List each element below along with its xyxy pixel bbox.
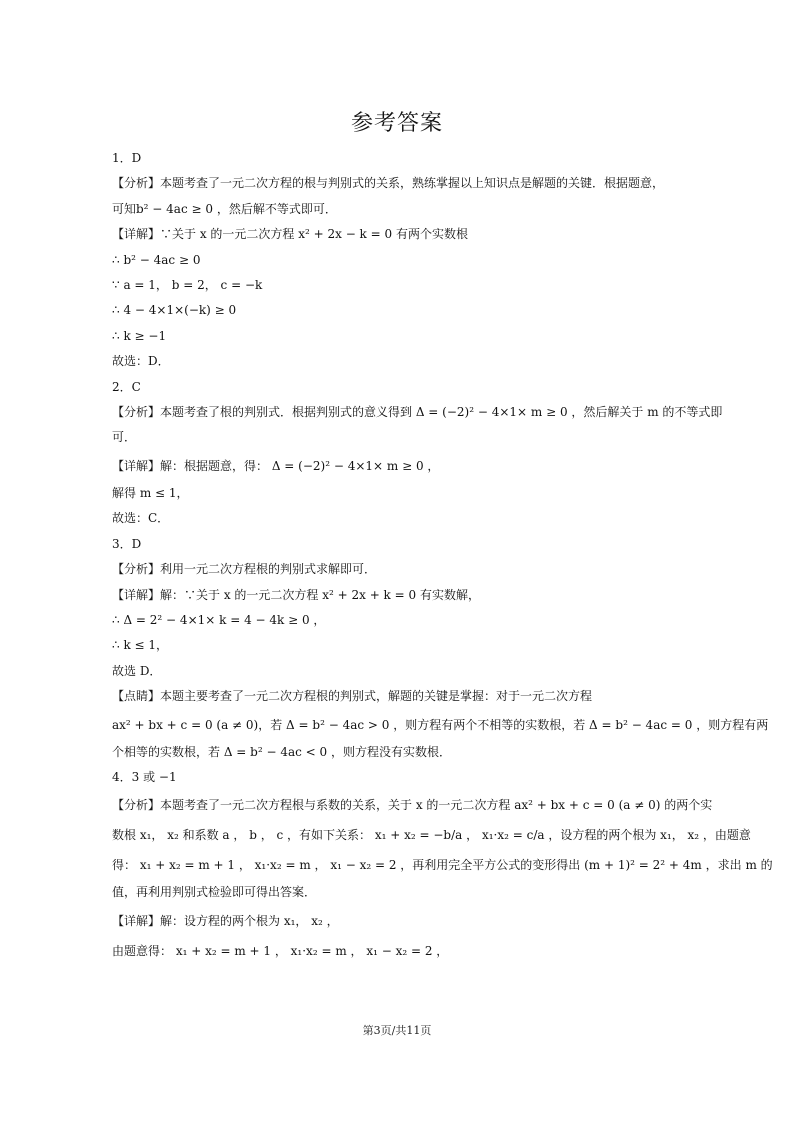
page-title: 参考答案: [350, 111, 443, 136]
text-line: ∵ a = 1， b = 2， c = −k: [112, 278, 263, 293]
text-line: 【详解】解：设方程的两个根为 x₁， x₂ ，: [112, 913, 339, 928]
text-line: 【分析】利用一元二次方程根的判别式求解即可．: [112, 562, 377, 577]
text-line: 【详解】解：∵关于 x 的一元二次方程 x² + 2x + k = 0 有实数解，: [112, 587, 480, 602]
text-line: 【分析】本题考查了一元二次方程的根与判别式的关系，熟练掌握以上知识点是解题的关键．根据题意，: [112, 176, 665, 191]
text-line: 【详解】解：根据题意，得： Δ = (−2)² − 4×1× m ≥ 0 ，: [112, 458, 440, 473]
text-line: 解得 m ≤ 1，: [112, 485, 189, 500]
text-line: ∴ k ≥ −1: [112, 328, 167, 343]
answer-content: [112, 146, 773, 966]
text-line: 故选：C．: [112, 511, 170, 526]
text-line: 可．: [112, 430, 137, 445]
text-line: 值，再利用判别式检验即可得出答案．: [112, 885, 317, 900]
text-line: 个相等的实数根，若 Δ = b² − 4ac < 0 ，则方程没有实数根．: [112, 744, 451, 759]
text-line: ∴ Δ = 2² − 4×1× k = 4 − 4k ≥ 0 ，: [112, 612, 326, 627]
text-line: 【详解】∵关于 x 的一元二次方程 x² + 2x − k = 0 有两个实数根: [112, 227, 468, 242]
text-line: 3．D: [112, 536, 142, 551]
text-line: 【点睛】本题主要考查了一元二次方程根的判别式，解题的关键是掌握：对于一元二次方程: [112, 689, 593, 704]
text-line: 数根 x₁， x₂ 和系数 a ， b ， c ，有如下关系： x₁ + x₂ = −b/a ， x₁·x₂ = c/a ，设方程的两个根为 x₁， x₂ ，由题意: [112, 828, 751, 843]
text-line: 得： x₁ + x₂ = m + 1 ， x₁·x₂ = m ， x₁ − x₂ = 2 ，再利用完全平方公式的变形得出 (m + 1)² = 2² + 4m ，求出 m 的: [112, 858, 773, 873]
text-line: 【分析】本题考查了一元二次方程根与系数的关系，关于 x 的一元二次方程 ax² + bx + c = 0 (a ≠ 0) 的两个实: [112, 798, 713, 813]
text-line: ∴ k ≤ 1，: [112, 638, 169, 653]
text-line: ∴ 4 − 4×1×(−k) ≥ 0: [112, 303, 237, 318]
text-line: 故选：D．: [112, 354, 170, 369]
text-line: 由题意得： x₁ + x₂ = m + 1 ， x₁·x₂ = m ， x₁ − x₂ = 2 ，: [112, 943, 449, 958]
text-line: ax² + bx + c = 0 (a ≠ 0)，若 Δ = b² − 4ac > 0 ，则方程有两个不相等的实数根，若 Δ = b² − 4ac = 0 ，则方程有两: [112, 717, 769, 732]
text-line: 1．D: [112, 151, 142, 165]
page-footer: 第3页/共11页: [362, 1024, 432, 1037]
text-line: 4．3 或 −1: [112, 769, 177, 784]
text-line: 故选 D．: [112, 663, 162, 678]
text-line: 【分析】本题考查了根的判别式．根据判别式的意义得到 Δ = (−2)² − 4×1× m ≥ 0 ，然后解关于 m 的不等式即: [112, 405, 723, 420]
text-line: 可知b² − 4ac ≥ 0 ，然后解不等式即可．: [112, 201, 337, 216]
text-line: 2．C: [112, 379, 141, 394]
text-line: ∴ b² − 4ac ≥ 0: [112, 252, 201, 267]
